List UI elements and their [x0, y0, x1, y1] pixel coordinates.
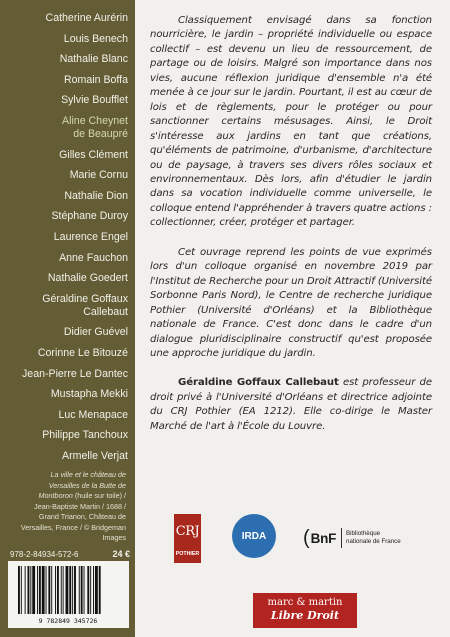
price: 24 € [112, 549, 130, 559]
author-name: Didier Guével [63, 326, 128, 339]
barcode-bar [61, 566, 62, 614]
author-name: Armelle Verjat [62, 449, 128, 462]
barcode-bar [32, 566, 35, 614]
barcode-bar [18, 566, 20, 614]
bnf-divider [341, 528, 342, 548]
barcode-bar [90, 566, 91, 614]
image-credit-caption [20, 470, 126, 544]
barcode-bar [48, 566, 50, 614]
barcode-bar [55, 566, 56, 614]
author-sidebar [0, 0, 135, 637]
publisher-name: marc & martin [267, 597, 343, 608]
author-name: Mustapha Mekki [50, 388, 128, 401]
author-name: Nathalie Dion [64, 189, 128, 202]
author-name: Philippe Tanchoux [42, 429, 128, 442]
isbn: 978-2-84934-572-6 [10, 549, 79, 559]
author-name: Marie Cornu [69, 169, 128, 182]
barcode-bar [30, 566, 31, 614]
author-name: Nathalie Goedert [47, 272, 128, 285]
bnf-bracket-icon: ( [303, 526, 310, 549]
publisher-series: Libre Droit [270, 609, 340, 622]
barcode-bar [79, 566, 80, 614]
bnf-mark: BnF [310, 530, 337, 546]
author-name: Jean-Pierre Le Dantec [22, 367, 128, 380]
barcode-bars-icon [8, 561, 129, 628]
barcode-bar [74, 566, 76, 614]
irda-mark: IRDA [241, 530, 267, 542]
barcode-bar [28, 566, 30, 614]
author-name: Corinne Le Bitouzé [37, 346, 128, 359]
crj-mark: CRJ [175, 524, 200, 539]
author-name: Luc Menapace [58, 408, 128, 421]
author-name: Gilles Clément [59, 148, 128, 161]
editor-bio: est professeur de droit privé à l'Université d'Orléans et directrice adjointe du CRJ Pothier (EA 1212). Elle co-dirige le Master Marché de l'art à l'École du Louvre. [150, 377, 432, 432]
author-name: Stéphane Duroy [51, 210, 128, 223]
irda-logo [232, 514, 276, 558]
blurb-paragraph-2: Cet ouvrage reprend les points de vue exprimés lors d'un colloque organisé en novembre 2019 par l'Institut de Recherche pour un Droit Attractif (Université Sorbonne Paris Nord), le Centre de recherche juridique Pothier (Université d'Orléans) et la Bibliothèque nationale de France. C'est donc dans le cadre d'un dialogue pluridisciplinaire constructif qu'est proposée une approche juridique du jardin. [150, 246, 432, 359]
author-name: Laurence Engel [53, 230, 128, 243]
barcode-bar [99, 566, 101, 614]
author-name: Romain Boffa [64, 73, 128, 86]
blurb [150, 14, 432, 449]
bnf-line-2: nationale de France [346, 538, 401, 545]
author-list [0, 12, 128, 470]
author-name: Sylvie Boufflet [61, 94, 128, 107]
editor-name: Géraldine Goffaux Callebaut [178, 377, 339, 389]
barcode-bar [95, 566, 98, 614]
author-name: Nathalie Blanc [59, 53, 128, 66]
barcode-bar [39, 566, 41, 614]
author-name: Catherine Aurérin [45, 12, 128, 24]
caption-credit: (huile sur toile) / Jean-Baptiste Martin / 1688 / Grand Trianon, Château de Versailles, France / © Bridgeman Images [20, 491, 126, 542]
isbn-price-row [10, 549, 130, 559]
barcode-bar [66, 566, 69, 614]
author-name: Géraldine Goffaux Callebaut [42, 292, 128, 318]
barcode-bar [25, 566, 26, 614]
barcode-bar [72, 566, 73, 614]
barcode-bar [46, 566, 47, 614]
barcode-bar [37, 566, 38, 614]
crj-label: POTHIER [175, 551, 200, 557]
bnf-logo [303, 525, 433, 551]
author-name: Aline Cheynet de Beaupré [62, 114, 128, 140]
barcode-bar [57, 566, 59, 614]
crj-pothier-logo [174, 514, 201, 563]
barcode-bar [84, 566, 85, 614]
barcode-bar [21, 566, 22, 614]
barcode-bar [42, 566, 45, 614]
author-name: Anne Fauchon [59, 251, 128, 264]
publisher-logo [253, 593, 357, 628]
barcode-bar [87, 566, 89, 614]
barcode-bar [63, 566, 64, 614]
barcode-bar [51, 566, 52, 614]
barcode-bar [81, 566, 83, 614]
barcode-digits: 9 782849 345726 [38, 617, 98, 625]
bnf-line-1: Bibliothèque [346, 530, 381, 537]
barcode-bar [93, 566, 94, 614]
barcode-bar [69, 566, 71, 614]
author-name: Louis Benech [63, 32, 128, 45]
author-bio [150, 376, 432, 434]
blurb-paragraph-1: Classiquement envisagé dans sa fonction nourricière, le jardin – propriété individuelle ou espace collectif – est devenu un lieu de ressourcement, de partage ou de loisirs. Malgré son importance dans nos vies, aucune réflexion juridique d'ensemble n'a été menée à ce jour sur le jardin. Pourtant, il est au cœur de lois et de règlements, pour le protéger ou pour sanctionner certains mésusages. Ainsi, le Droit s'intéresse aux jardins en tant que créations, qu'éléments de patrimoine, d'urbanisme, d'architecture ou de paysage, à travers ses divers rôles sociaux et environnementaux. Dès lors, afin d'étudier le jardin dans sa vocation individuelle comme universelle, le colloque entend l'appréhender à travers quatre actions : collectionner, créer, protéger et partager. [150, 15, 432, 229]
bnf-fullname [346, 530, 401, 546]
barcode [8, 561, 129, 628]
caption-title: La ville et le château de Versailles de la Butte de Montboron [38, 470, 126, 500]
